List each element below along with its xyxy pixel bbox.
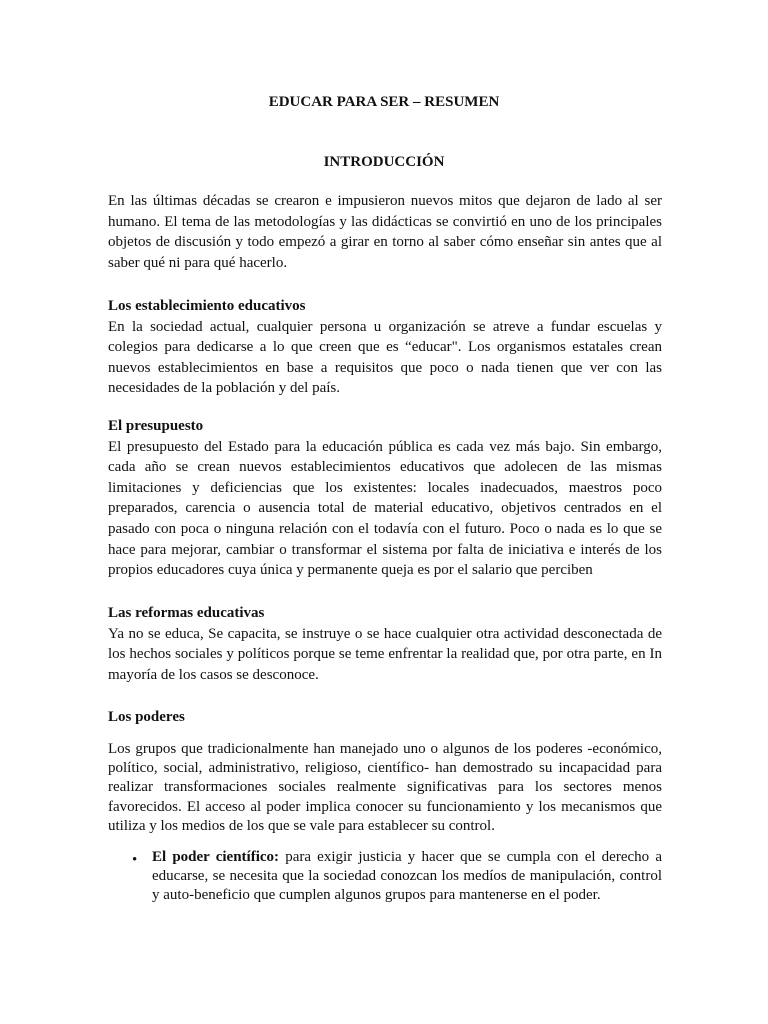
section-poderes-heading-block: [108, 707, 662, 728]
section-poderes: [108, 740, 662, 836]
section-reformas: [108, 603, 662, 685]
section-paragraph: En la sociedad actual, cualquier persona u organización se atreve a fundar escuelas y colegios para dedicarse a lo que creen que es “educar". Los organismos estatales crean nuevos establecimientos en base a requisitos que poco o nada tienen que ver con las necesidades de la población y del país.: [108, 318, 662, 397]
bullet-item: [152, 848, 662, 906]
section-heading: El presupuesto: [108, 418, 204, 434]
section-paragraph: El presupuesto del Estado para la educación pública es cada vez más bajo. Sin embargo, cada año se crean nuevos establecimientos educativos que adolecen de las mismas limitaciones y deficiencias que los existentes: locales inadecuados, maestros poco preparados, carencia o ausencia total de material educativo, objetivos centrados en el pasado con poca o ninguna relación con el todavía con el futuro. Poco o nada es lo que se hace para mejorar, cambiar o transformar el sistema por falta de iniciativa e interés de los propios educadores cuya única y permanente queja es por el salario que perciben: [108, 438, 662, 579]
section-heading: Las reformas educativas: [108, 605, 265, 621]
section-paragraph: Los grupos que tradicionalmente han manejado uno o algunos de los poderes -económico, político, social, administrativo, religioso, científico- han demostrado su incapacidad para realizar transformaciones sociales realmente significativas para los sectores menos favorecidos. El acceso al poder implica conocer su funcionamiento y los mecanismos que utiliza y los medios de los que se vale para establecer su control.: [108, 741, 662, 834]
bullet-text: para exigir justicia y hacer que se cumpla con el derecho a educarse, se necesita que la sociedad conozcan los medíos de manipulación, control y auto-beneficio que cumplen algunos grupos para mantenerse en el poder.: [152, 849, 662, 904]
bullet-label: El poder científico:: [152, 849, 280, 865]
section-paragraph: Ya no se educa, Se capacita, se instruye o se hace cualquier otra actividad desconectada de los hechos sociales y políticos porque se teme enfrentar la realidad que, por otra parte, en In mayoría de los casos se desconoce.: [108, 625, 662, 683]
section-establecimientos: [108, 296, 662, 399]
section-heading: Los establecimiento educativos: [108, 298, 306, 314]
section-presupuesto: [108, 416, 662, 581]
intro-section: [108, 191, 662, 273]
document-title: EDUCAR PARA SER – RESUMEN: [268, 94, 500, 110]
section-heading: Los poderes: [108, 709, 185, 725]
intro-heading: INTRODUCCIÓN: [323, 154, 445, 170]
bullet-icon: •: [132, 852, 138, 868]
bullet-list: [108, 848, 662, 906]
intro-paragraph: En las últimas décadas se crearon e impusieron nuevos mitos que dejaron de lado al ser humano. El tema de las metodologías y las didácticas se convirtió en uno de los principales objetos de discusión y todo empezó a girar en torno al saber cómo enseñar sin antes que al saber qué ni para qué hacerlo.: [108, 193, 662, 271]
